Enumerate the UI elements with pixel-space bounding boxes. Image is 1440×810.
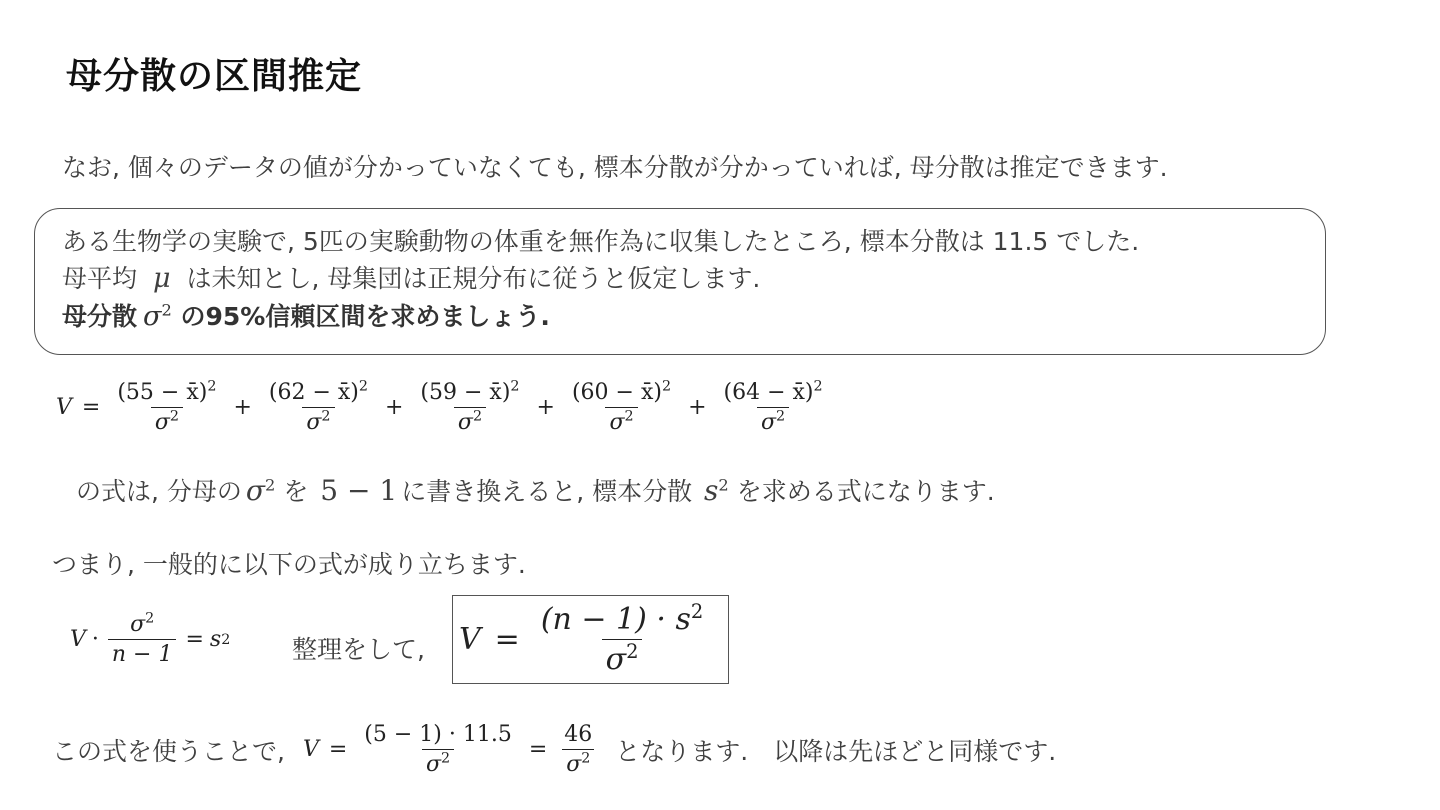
organize-text: 整理をして, [292, 635, 425, 664]
term-2-sq: 2 [358, 378, 368, 395]
conclusion-sigma-2: σ [566, 752, 582, 777]
boxed-numerator: (n − 1) · s [540, 602, 691, 637]
fraction-term-2 [265, 380, 372, 435]
term-2-numerator: (62 − x̄) [268, 380, 359, 405]
boxed-equals: = [494, 622, 520, 657]
explain-sigma-sq: 2 [265, 475, 276, 495]
conclusion-sq-2: 2 [581, 750, 591, 767]
explain-mid: を [283, 477, 309, 506]
term-4-sq: 2 [661, 378, 672, 395]
fraction-term-4 [568, 380, 675, 435]
sigma-symbol: σ [143, 301, 162, 332]
f2-equals: = [185, 627, 204, 652]
conclusion-sigma-1: σ [425, 752, 442, 777]
conclusion-fraction-2 [560, 722, 596, 777]
intro-text: なお, 個々のデータの値が分かっていなくても, 標本分散が分かっていれば, 母分散は推定できます. [62, 153, 1168, 182]
term-1-sq: 2 [207, 378, 217, 395]
general-text: つまり, 一般的に以下の式が成り立ちます. [52, 550, 526, 579]
term-4-numerator: (60 − x̄) [571, 380, 662, 405]
problem-line-1: ある生物学の実験で, 5匹の実験動物の体重を無作為に収集したところ, 標本分散は 11.5 でした. [62, 227, 1140, 256]
conclusion-num-1: (5 − 1) · 11.5 [364, 722, 512, 747]
mu-symbol: μ [152, 263, 171, 294]
plus-3: + [536, 395, 555, 420]
term-3-sigma: σ [457, 410, 473, 435]
explanation-text [76, 472, 995, 508]
boxed-sigma-sq: 2 [626, 640, 639, 663]
term-3-sq: 2 [510, 378, 520, 395]
term-4-den-sq: 2 [624, 408, 634, 425]
conclusion-pre: この式を使うことで, [52, 736, 285, 766]
term-2-den-sq: 2 [321, 408, 331, 425]
formula-v: V [56, 395, 72, 420]
problem-line-2-pre: 母平均 [62, 264, 138, 293]
boxed-v: V [459, 622, 481, 657]
problem-line-2 [62, 259, 760, 295]
plus-1: + [233, 395, 252, 420]
f2-v: V [70, 627, 86, 652]
term-5-sq: 2 [813, 378, 823, 395]
conclusion-fraction-1 [360, 722, 516, 777]
problem-line-3 [62, 297, 550, 333]
formula-equals: = [81, 395, 101, 420]
term-3-numerator: (59 − x̄) [420, 380, 511, 405]
boxed-formula [452, 595, 729, 684]
f2-n-minus-1: n − 1 [108, 639, 177, 667]
general-formula: V · $\frac{\sigma^2}{n - 1}$ = s 2 [70, 610, 231, 667]
f2-s: s [209, 627, 222, 652]
term-1-den-sq: 2 [169, 408, 179, 425]
f2-sigma: σ [130, 612, 146, 637]
variance-formula [56, 380, 830, 435]
conclusion-equals-2: = [528, 737, 548, 762]
term-1-sigma: σ [154, 410, 170, 435]
term-1-numerator: (55 − x̄) [117, 380, 208, 405]
term-5-den-sq: 2 [776, 408, 786, 425]
fraction-term-1 [113, 380, 220, 435]
term-4-sigma: σ [609, 410, 625, 435]
explain-sigma: σ [245, 474, 266, 507]
boxed-fraction [537, 602, 707, 677]
boxed-num-sq: 2 [690, 600, 704, 623]
term-3-den-sq: 2 [472, 408, 483, 425]
conclusion-num-2: 46 [564, 722, 593, 747]
conclusion-sq-1: 2 [441, 750, 451, 767]
plus-4: + [688, 395, 707, 420]
fraction-term-3 [416, 380, 523, 435]
sigma-square: 2 [161, 300, 172, 320]
conclusion-post: となります. 以降は先ほどと同様です. [615, 736, 1057, 766]
term-5-sigma: σ [761, 410, 777, 435]
fraction-term-5 [720, 380, 827, 435]
explain-pre: の式は, 分母の [76, 477, 242, 506]
problem-line-3-pre: 母分散 [62, 302, 138, 331]
explain-s: s [704, 474, 719, 507]
plus-2: + [384, 395, 404, 420]
term-2-sigma: σ [306, 410, 322, 435]
boxed-sigma: σ [605, 642, 627, 677]
explain-expr: 5 − 1 [320, 474, 398, 507]
explain-mid2: に書き換えると, 標本分散 [401, 477, 693, 506]
page-title: 母分散の区間推定 [66, 56, 363, 97]
problem-line-2-post: は未知とし, 母集団は正規分布に従うと仮定します. [186, 264, 761, 293]
conclusion-line [52, 722, 1056, 777]
conclusion-v: V [302, 737, 319, 762]
problem-line-3-post: の95%信頼区間を求めましょう. [180, 302, 550, 331]
f2-fraction [108, 612, 177, 667]
conclusion-equals-1: = [328, 737, 348, 762]
term-5-numerator: (64 − x̄) [723, 380, 814, 405]
explain-post: を求める式になります. [736, 477, 995, 506]
f2-dot: · [91, 627, 99, 652]
f2-sigma-sq: 2 [145, 610, 155, 627]
explain-s-sq: 2 [718, 475, 729, 495]
